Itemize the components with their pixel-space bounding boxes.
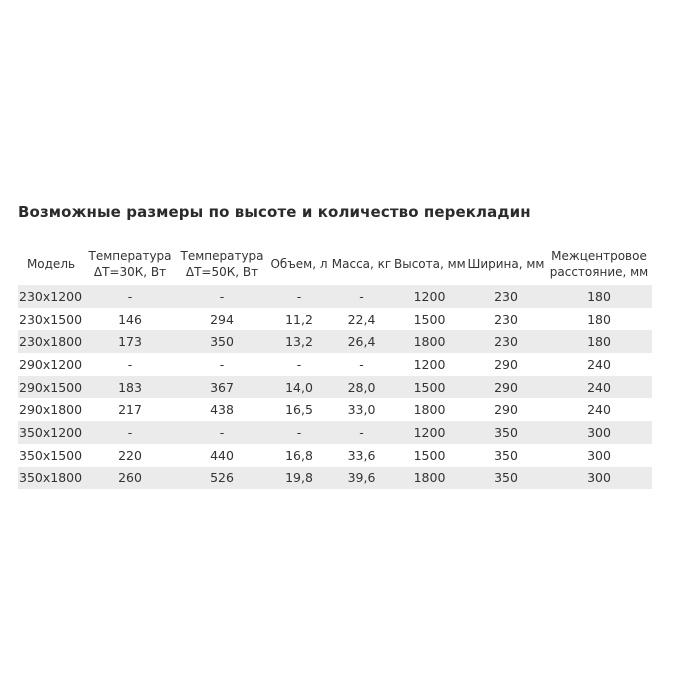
cell-width: 230 — [466, 330, 546, 353]
cell-power-dt30: 173 — [84, 330, 176, 353]
cell-power-dt30: - — [127, 356, 133, 372]
cell-height: 1200 — [393, 421, 466, 444]
specifications-table — [18, 243, 652, 489]
header-power-dt30: Температура ΔТ=30К, Вт — [88, 249, 172, 279]
header-mass: Масса, кг — [331, 257, 392, 271]
cell-width: 290 — [494, 402, 518, 418]
cell-center-distance: 300 — [546, 467, 652, 490]
cell-mass: 28,0 — [330, 376, 393, 399]
cell-height: 1500 — [413, 447, 446, 463]
cell-model: 350x1200 — [18, 421, 84, 444]
cell-mass: - — [330, 421, 393, 444]
table-row — [18, 353, 652, 376]
cell-height: 1500 — [393, 376, 466, 399]
header-volume: Объем, л — [270, 257, 328, 271]
cell-power-dt50: 440 — [210, 447, 234, 463]
cell-center-distance: 240 — [546, 376, 652, 399]
cell-power-dt50: 438 — [210, 402, 234, 418]
cell-volume: 16,8 — [285, 447, 313, 463]
cell-power-dt30: 220 — [118, 447, 142, 463]
cell-mass: 33,6 — [347, 447, 376, 463]
cell-volume: - — [268, 285, 330, 308]
cell-power-dt50: 350 — [176, 330, 268, 353]
table-row — [18, 285, 652, 308]
cell-power-dt30: - — [84, 285, 176, 308]
table-row — [18, 467, 652, 490]
cell-power-dt30: 260 — [84, 467, 176, 490]
page-title: Возможные размеры по высоте и количество перекладин — [18, 203, 531, 221]
table-row — [18, 376, 652, 399]
cell-height: 1800 — [413, 402, 446, 418]
cell-width: 350 — [466, 467, 546, 490]
table-header-row — [18, 243, 652, 285]
cell-volume: - — [268, 421, 330, 444]
cell-model: 230x1500 — [19, 311, 83, 327]
table-row — [18, 421, 652, 444]
cell-center-distance: 180 — [546, 330, 652, 353]
cell-center-distance: 300 — [587, 447, 611, 463]
cell-width: 290 — [494, 356, 518, 372]
cell-power-dt30: 146 — [118, 311, 142, 327]
cell-power-dt50: 294 — [210, 311, 234, 327]
cell-center-distance: 240 — [587, 356, 611, 372]
cell-mass: 26,4 — [330, 330, 393, 353]
cell-model: 290x1500 — [18, 376, 84, 399]
header-height: Высота, мм — [394, 257, 466, 271]
cell-model: 230x1800 — [18, 330, 84, 353]
cell-volume: 19,8 — [268, 467, 330, 490]
cell-center-distance: 180 — [546, 285, 652, 308]
cell-mass: 33,0 — [347, 402, 376, 418]
cell-mass: - — [330, 285, 393, 308]
cell-volume: 11,2 — [285, 311, 313, 327]
table-body — [18, 285, 652, 489]
table-row — [18, 398, 652, 421]
cell-power-dt30: - — [84, 421, 176, 444]
cell-volume: 14,0 — [268, 376, 330, 399]
cell-power-dt50: - — [219, 356, 225, 372]
cell-width: 230 — [494, 311, 518, 327]
cell-height: 1500 — [413, 311, 446, 327]
cell-volume: - — [296, 356, 302, 372]
cell-height: 1800 — [393, 330, 466, 353]
cell-width: 350 — [494, 447, 518, 463]
cell-width: 230 — [466, 285, 546, 308]
cell-height: 1800 — [393, 467, 466, 490]
cell-model: 350x1500 — [19, 447, 83, 463]
cell-height: 1200 — [393, 285, 466, 308]
cell-model: 230x1200 — [18, 285, 84, 308]
cell-volume: 16,5 — [285, 402, 313, 418]
cell-model: 290x1200 — [19, 356, 83, 372]
cell-power-dt50: - — [176, 285, 268, 308]
cell-power-dt50: 526 — [176, 467, 268, 490]
cell-power-dt30: 183 — [84, 376, 176, 399]
cell-width: 350 — [466, 421, 546, 444]
table-row — [18, 330, 652, 353]
header-power-dt50: Температура ΔТ=50К, Вт — [180, 249, 264, 279]
cell-power-dt50: 367 — [176, 376, 268, 399]
cell-height: 1200 — [413, 356, 446, 372]
cell-mass: - — [359, 356, 364, 372]
cell-center-distance: 240 — [587, 402, 611, 418]
cell-center-distance: 300 — [546, 421, 652, 444]
cell-model: 350x1800 — [18, 467, 84, 490]
cell-width: 290 — [466, 376, 546, 399]
cell-center-distance: 180 — [587, 311, 611, 327]
table-row — [18, 308, 652, 331]
table-row — [18, 444, 652, 467]
header-center-distance: Межцентровое расстояние, мм — [549, 249, 649, 279]
header-model: Модель — [26, 257, 76, 271]
cell-mass: 39,6 — [330, 467, 393, 490]
cell-power-dt30: 217 — [118, 402, 142, 418]
cell-volume: 13,2 — [268, 330, 330, 353]
cell-model: 290x1800 — [19, 402, 83, 418]
cell-power-dt50: - — [176, 421, 268, 444]
cell-mass: 22,4 — [347, 311, 376, 327]
header-width: Ширина, мм — [467, 257, 545, 271]
